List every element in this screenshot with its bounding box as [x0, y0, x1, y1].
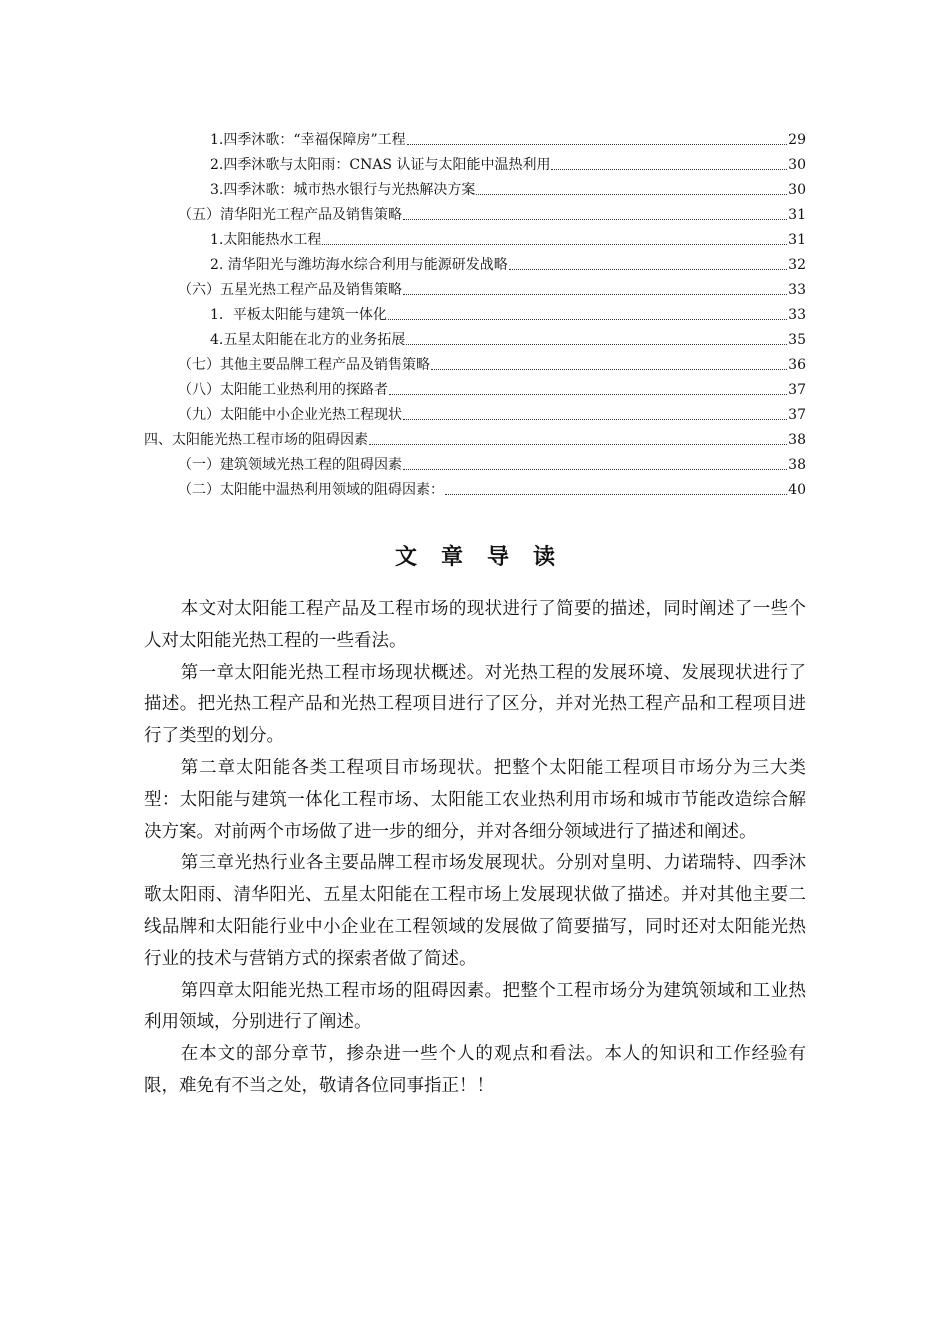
- toc-leader-dots: [403, 218, 787, 220]
- toc-entry[interactable]: [210, 324, 806, 349]
- toc-entry-text: （六）五星光热工程产品及销售策略: [178, 282, 402, 298]
- toc-leader-dots: [551, 168, 787, 170]
- toc-entry[interactable]: [178, 449, 806, 474]
- toc-entry-page: 38: [788, 432, 806, 448]
- toc-entry-page: 37: [788, 407, 806, 423]
- toc-entry[interactable]: [210, 124, 806, 149]
- toc-leader-dots: [509, 268, 787, 270]
- toc-entry-text: （五）清华阳光工程产品及销售策略: [178, 207, 402, 223]
- paragraph: 本文对太阳能工程产品及工程市场的现状进行了简要的描述，同时阐述了一些个人对太阳能光热工程的一些看法。: [144, 599, 806, 651]
- toc-leader-dots: [403, 468, 787, 470]
- toc-entry-page: 29: [788, 132, 806, 148]
- toc-entry[interactable]: [210, 174, 806, 199]
- toc-entry[interactable]: [178, 199, 806, 224]
- toc-entry-text: 2.四季沐歌与太阳雨：CNAS 认证与太阳能中温热利用: [210, 157, 551, 173]
- toc-entry-text: 3.四季沐歌：城市热水银行与光热解决方案: [210, 182, 476, 198]
- toc-entry-text: （八）太阳能工业热利用的探路者: [178, 382, 388, 398]
- toc-entry-text: 2. 清华阳光与潍坊海水综合利用与能源研发战略: [210, 257, 508, 273]
- toc-leader-dots: [322, 243, 787, 245]
- toc-leader-dots: [369, 443, 787, 445]
- toc-leader-dots: [406, 343, 787, 345]
- paragraph: 第四章太阳能光热工程市场的阻碍因素。把整个工程市场分为建筑领域和工业热利用领域，分别进行了阐述。: [144, 980, 806, 1033]
- toc-entry-page: 35: [788, 332, 806, 348]
- paragraph: 第三章光热行业各主要品牌工程市场发展现状。分别对皇明、力诺瑞特、四季沐歌太阳雨、清华阳光、五星太阳能在工程市场上发展现状做了描述。并对其他主要二线品牌和太阳能行业中小企业在工程领域的发展做了简要描写，同时还对太阳能光热行业的技术与营销方式的探索者做了简述。: [144, 853, 806, 969]
- toc-leader-dots: [389, 393, 787, 395]
- paragraph: 在本文的部分章节，掺杂进一些个人的观点和看法。本人的知识和工作经验有限，难免有不当之处，敬请各位同事指正！！: [144, 1044, 806, 1096]
- toc-leader-dots: [403, 293, 787, 295]
- toc-entry[interactable]: [210, 224, 806, 249]
- toc-entry-page: 30: [788, 157, 806, 173]
- toc-entry-page: 30: [788, 182, 806, 198]
- toc-entry[interactable]: [210, 149, 806, 174]
- paragraph: 第一章太阳能光热工程市场现状概述。对光热工程的发展环境、发展现状进行了描述。把光热工程产品和光热工程项目进行了区分，并对光热工程产品和工程项目进行了类型的划分。: [144, 662, 806, 747]
- toc-entry-text: （二）太阳能中温热利用领域的阻碍因素：: [178, 482, 444, 498]
- toc-entry-page: 37: [788, 382, 806, 398]
- toc-entry-text: （一）建筑领域光热工程的阻碍因素: [178, 457, 402, 473]
- toc-entry-page: 31: [788, 207, 806, 223]
- toc-entry-page: 31: [788, 232, 806, 248]
- toc-entry[interactable]: [210, 249, 806, 274]
- toc-leader-dots: [403, 418, 787, 420]
- toc-entry[interactable]: [178, 399, 806, 424]
- toc-leader-dots: [407, 143, 788, 145]
- toc-entry-page: 40: [788, 482, 806, 498]
- toc-entry-text: 1．平板太阳能与建筑一体化: [210, 307, 387, 323]
- toc-entry[interactable]: [178, 374, 806, 399]
- toc-leader-dots: [445, 493, 787, 495]
- paragraph: 第二章太阳能各类工程项目市场现状。把整个太阳能工程项目市场分为三大类型：太阳能与建筑一体化工程市场、太阳能工农业热利用市场和城市节能改造综合解决方案。对前两个市场做了进一步的细分，并对各细分领域进行了描述和阐述。: [144, 757, 806, 842]
- toc-entry-text: （九）太阳能中小企业光热工程现状: [178, 407, 402, 423]
- toc-entry-text: 1.四季沐歌：“幸福保障房”工程: [210, 132, 406, 148]
- toc-leader-dots: [431, 368, 787, 370]
- toc-entry[interactable]: [144, 424, 806, 449]
- toc-entry[interactable]: [178, 474, 806, 499]
- toc-leader-dots: [476, 193, 787, 195]
- toc-entry-text: 四、太阳能光热工程市场的阻碍因素: [144, 432, 368, 448]
- article-title: 文章导读: [394, 545, 579, 570]
- toc-entry[interactable]: [178, 274, 806, 299]
- toc-entry-page: 33: [788, 307, 806, 323]
- toc-entry-page: 33: [788, 282, 806, 298]
- article-body: [144, 594, 806, 1103]
- toc-entry-page: 32: [788, 257, 806, 273]
- toc-entry-text: 4.五星太阳能在北方的业务拓展: [210, 332, 406, 348]
- toc-entry-text: 1.太阳能热水工程: [210, 232, 322, 248]
- toc-entry-text: （七）其他主要品牌工程产品及销售策略: [178, 357, 430, 373]
- toc-entry[interactable]: [178, 349, 806, 374]
- toc-entry-page: 36: [788, 357, 806, 373]
- toc-entry[interactable]: [210, 299, 806, 324]
- toc-entry-page: 38: [788, 457, 806, 473]
- toc-leader-dots: [388, 318, 787, 320]
